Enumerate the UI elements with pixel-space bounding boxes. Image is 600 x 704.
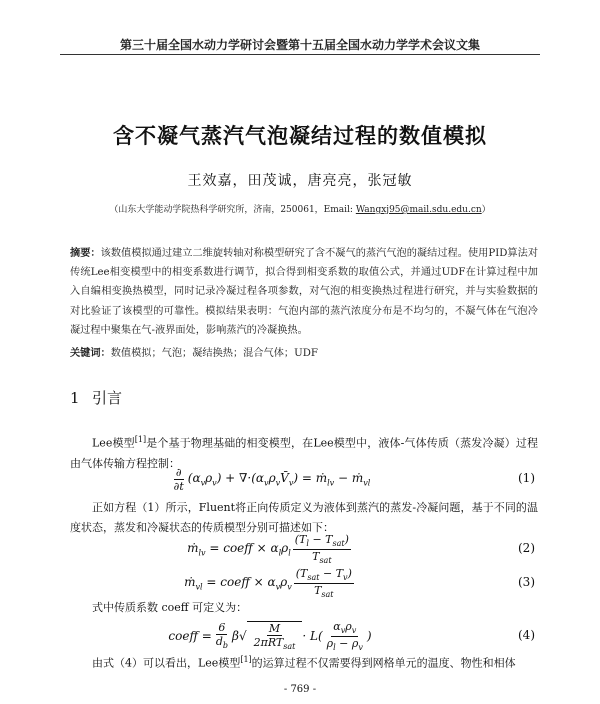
- citation-ref-2[interactable]: [1]: [240, 655, 252, 664]
- equation-2-number: (2): [518, 541, 535, 555]
- eq4-fraction-a: $\frac{6}{d_b}$: [215, 621, 229, 651]
- para4-a: 由式（4）可以看出，Lee模型: [92, 656, 241, 670]
- section-number: 1: [70, 389, 80, 407]
- authors: 王效嘉，田茂诚，唐亮亮，张冠敏: [187, 173, 413, 189]
- section-title: 引言: [92, 389, 123, 407]
- eq1-derivative: $\frac{\partial}{\partial t}$: [173, 465, 184, 493]
- equation-3: ṁ$_{vl}$ = coeff × $\alpha_v\rho_v$ $\frac{(T_{sat} - T_v)}{T_{sat}}$: [184, 567, 352, 599]
- abstract-body: 该数值模拟通过建立二维旋转轴对称模型研究了含不凝气的蒸汽气泡的凝结过程。使用PID算法对传统Lee相变模型中的相变系数进行调节，拟合得到相变系数的取值公式，并通过UDF在计算过程中加入自编相变换热模型，同时记录冷凝过程各项参数，对气泡的相变换热过程进行研究，并与实验数据的对比验证了该模型的可靠性。模拟结果表明：气泡内部的蒸汽浓度分布是不均匀的，不凝气体在气泡冷凝过程中聚集在气-液界面处，影响蒸汽的冷凝换热。: [70, 248, 539, 336]
- abstract: [70, 244, 538, 340]
- eq4-fraction-b: $\frac{\alpha_v\rho_v}{\rho_l - \rho_v}$: [326, 620, 363, 652]
- paragraph-fluent: 正如方程（1）所示，Fluent将正向传质定义为液体到蒸汽的蒸发-冷凝问题，基于不同的温度状态，蒸发和冷凝状态的传质模型分别可描述如下：: [70, 501, 538, 534]
- eq3-fraction: $\frac{(T_{sat} - T_v)}{T_{sat}}$: [295, 567, 352, 599]
- equation-1-number: (1): [518, 471, 535, 485]
- keywords-body: 数值模拟；气泡；凝结换热；混合气体；UDF: [110, 348, 318, 359]
- affiliation-text: （山东大学能动学院热科学研究所，济南，250061，Email:: [109, 205, 353, 215]
- paragraph-lee-process: [70, 650, 538, 674]
- equation-4-number: (4): [518, 628, 535, 642]
- keywords-label: 关键词：: [70, 348, 111, 359]
- equation-4: coeff = $\frac{6}{d_b}$ β √ $\frac{M}{2\pi RT_{sat}}$ · L( $\frac{\alpha_v\rho_v}{\rho_l - \rho_v}$ ): [168, 620, 372, 652]
- abstract-label: 摘要：: [70, 248, 101, 259]
- section-heading: [70, 387, 122, 408]
- affiliation: [0, 202, 600, 215]
- para1-a: Lee模型: [92, 436, 135, 450]
- email-link[interactable]: Wangxj95@mail.sdu.edu.cn: [355, 205, 482, 215]
- running-header: 第三十届全国水动力学研讨会暨第十五届全国水动力学学术会议文集: [119, 38, 480, 52]
- keywords: [70, 344, 538, 359]
- eq2-fraction: $\frac{(T_l - T_{sat})}{T_{sat}}$: [294, 533, 349, 565]
- para1-b: 是个基于物理基础的相变模型，在Lee模型中，液体-气体传质（蒸发冷凝）过程由气体传输方程控制：: [70, 436, 538, 470]
- equation-1: $\frac{\partial}{\partial t}$ $(\alpha_v\rho_v)$ + $\nabla\cdot(\alpha_v\rho_vV̄_v)$ = ṁ$_{lv}$ − ṁ$_{vl}$: [173, 465, 371, 493]
- citation-ref[interactable]: [1]: [134, 435, 147, 444]
- eq4-sqrt: √ $\frac{M}{2\pi RT_{sat}}$: [239, 621, 302, 651]
- equation-2: ṁ$_{lv}$ = coeff × $\alpha_l\rho_l$ $\frac{(T_l - T_{sat})}{T_{sat}}$: [187, 533, 349, 565]
- paragraph-coeff: 式中传质系数 coeff 可定义为：: [92, 601, 248, 614]
- page-number: - 769 -: [283, 684, 317, 695]
- header-rule: [60, 54, 540, 55]
- equation-3-number: (3): [518, 575, 535, 589]
- para4-b: 的运算过程不仅需要得到网格单元的温度、物性和相体: [251, 656, 516, 670]
- affiliation-close: ）: [481, 205, 491, 215]
- paper-title: 含不凝气蒸汽气泡凝结过程的数值模拟: [113, 124, 487, 148]
